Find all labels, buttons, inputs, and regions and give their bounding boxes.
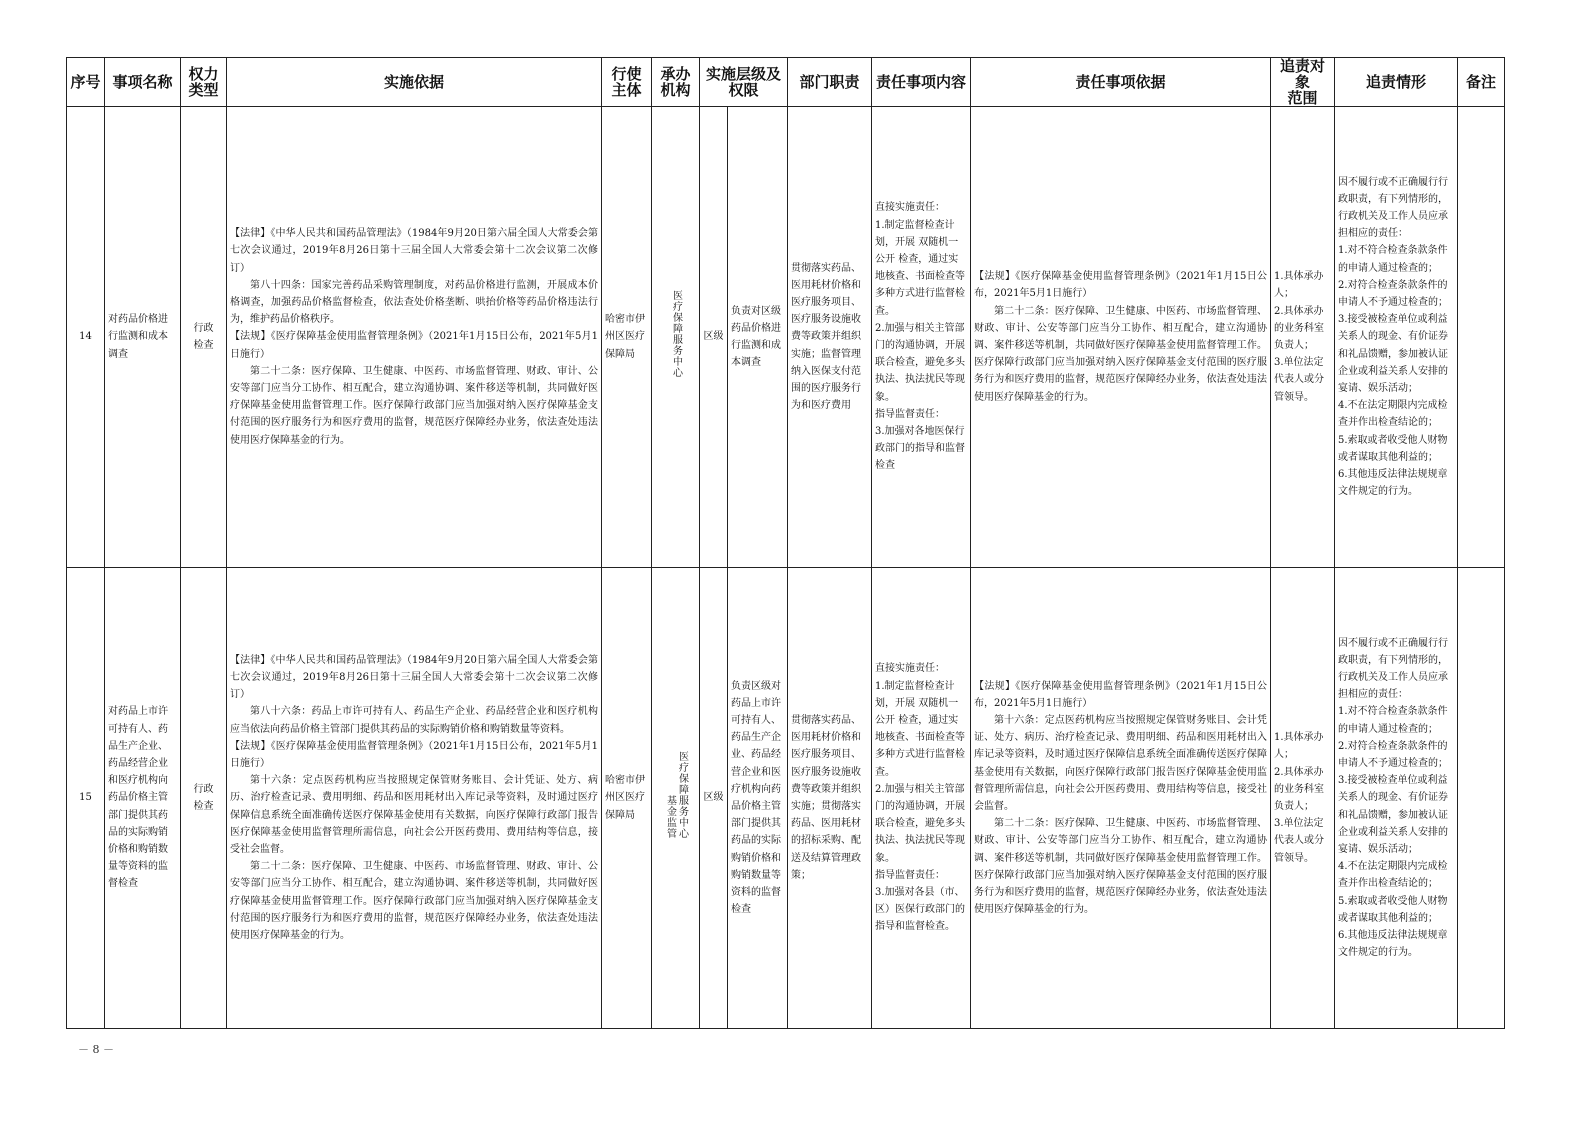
- header-resp-basis: 责任事项依据: [971, 58, 1271, 107]
- row-target: 1.具体承办人； 2.具体承办的业务科室负责人； 3.单位法定代表人或分管领导。: [1271, 568, 1335, 1029]
- table-row: [67, 568, 1505, 1029]
- row-duty: 贯彻落实药品、医用耗材价格和医疗服务项目、医疗服务设施收费等政策并组织实施；贯彻落实药品、医用耗材的招标采购、配送及结算管理政策；: [788, 568, 872, 1029]
- resp-basis-paragraph: 第二十二条：医疗保障、卫生健康、中医药、市场监督管理、财政、审计、公安等部门应当分工协作、相互配合，建立沟通协调、案件移送等机制，共同做好医疗保障基金使用监督管理工作。医疗保障行政部门应当加强对纳入医疗保障基金支付范围的医疗服务行为和医疗费用的监督，规范医疗保障经办业务，依法查处违法使用医疗保障基金的行为。: [974, 818, 1268, 916]
- row-note: [1458, 568, 1505, 1029]
- row-power-type: 行政 检查: [181, 107, 227, 568]
- row-resp-basis: [971, 107, 1271, 568]
- row-num: 15: [67, 568, 105, 1029]
- row-basis: [227, 107, 602, 568]
- row-level: 区级: [700, 107, 728, 568]
- header-org: 承办 机构: [652, 58, 700, 107]
- row-note: [1458, 107, 1505, 568]
- basis-paragraph: 【法律】《中华人民共和国药品管理法》（1984年9月20日第六届全国人大常委会第七次会议通过，2019年8月26日第十三届全国人大常委会第十二次会议第二次修订）: [230, 228, 598, 274]
- row-power-type: 行政 检查: [181, 568, 227, 1029]
- row-duty: 贯彻落实药品、医用耗材价格和医疗服务项目、医疗服务设施收费等政策并组织实施；监督管理纳入医保支付范围的医疗服务行为和医疗费用: [788, 107, 872, 568]
- basis-paragraph: 第八十四条：国家完善药品采购管理制度，对药品价格进行监测，开展成本价格调查，加强药品价格监督检查，依法查处价格垄断、哄抬价格等药品价格违法行为，维护药品价格秩序。: [230, 279, 598, 326]
- row-basis: [227, 568, 602, 1029]
- row-content: 直接实施责任： 1.制定监督检查计划，开展 双随机一公开 检查，通过实地核查、书面检查等多种方式进行监督检查。 2.加强与相关主管部门的沟通协调，开展联合检查，避免多头执法、执法扰民等现象。 指导监督责任： 3.加强对各县（市、区）医保行政部门的指导和监督检查。: [872, 568, 971, 1029]
- row-subject: 哈密市伊州区医疗保障局: [602, 107, 652, 568]
- header-note: 备注: [1458, 58, 1505, 107]
- basis-paragraph: 第二十二条：医疗保障、卫生健康、中医药、市场监督管理、财政、审计、公安等部门应当分工协作、相互配合，建立沟通协调、案件移送等机制，共同做好医疗保障基金使用监督管理工作。医疗保障行政部门应当加强对纳入医疗保障基金支付范围的医疗服务行为和医疗费用的监督，规范医疗保障经办业务，依法查处违法使用医疗保障基金的行为。: [230, 365, 598, 446]
- row-content: 直接实施责任： 1.制定监督检查计划，开展 双随机一公开 检查，通过实地核查、书面检查等多种方式进行监督检查。 2.加强与相关主管部门的沟通协调，开展联合检查，避免多头执法、执法扰民等现象。 指导监督责任： 3.加强对各地医保行政部门的指导和监督检查: [872, 107, 971, 568]
- row-level: 区级: [700, 568, 728, 1029]
- header-num: 序号: [67, 58, 105, 107]
- resp-basis-paragraph: 【法规】《医疗保障基金使用监督管理条例》（2021年1月15日公布，2021年5月1日施行）: [974, 271, 1268, 300]
- row-authority: 负责区级对药品上市许可持有人、药品生产企业、药品经营企业和医疗机构向药品价格主管部门提供其药品的实际购销价格和购销数量等资料的监督检查: [728, 568, 788, 1029]
- basis-paragraph: 第十六条：定点医药机构应当按照规定保管财务账目、会计凭证、处方、病历、治疗检查记录、费用明细、药品和医用耗材出入库记录等资料，及时通过医疗保障信息系统全面准确传送医疗保障基金使用有关数据，向医疗保障行政部门报告医疗保障基金使用监督管理所需信息，向社会公开医药费用、费用结构等信息，接受社会监督。: [230, 775, 598, 855]
- org-part-a: 基金监管: [664, 794, 676, 839]
- row-resp-basis: [971, 568, 1271, 1029]
- row-org: 医疗保障服务中心: [652, 107, 700, 568]
- row-situation: 因不履行或不正确履行行政职责，有下列情形的，行政机关及工作人员应承担相应的责任： 1.对不符合检查条款条件的申请人通过检查的； 2.对符合检查条款条件的申请人不予通过检查的； 3.接受被检查单位或利益关系人的现金、有价证券和礼品馈赠，参加被认证企业或利益关系人安排的宴请、娱乐活动； 4.不在法定期限内完成检查并作出检查结论的； 5.索取或者收受他人财物或者谋取其他利益的； 6.其他违反法律法规规章文件规定的行为。: [1335, 568, 1458, 1029]
- row-num: 14: [67, 107, 105, 568]
- resp-basis-paragraph: 【法规】《医疗保障基金使用监督管理条例》（2021年1月15日公布，2021年5月1日施行）: [974, 680, 1268, 709]
- row-item-name: 对药品价格进行监测和成本调查: [105, 107, 181, 568]
- row-target: 1.具体承办人； 2.具体承办的业务科室负责人； 3.单位法定代表人或分管领导。: [1271, 107, 1335, 568]
- row-subject: 哈密市伊州区医疗保障局: [602, 568, 652, 1029]
- header-duty: 部门职责: [788, 58, 872, 107]
- header-level: 实施层级及 权限: [700, 58, 788, 107]
- basis-paragraph: 【法规】《医疗保障基金使用监督管理条例》（2021年1月15日公布，2021年5月1日施行）: [230, 331, 598, 360]
- responsibility-table: [66, 57, 1505, 1029]
- header-basis: 实施依据: [227, 58, 602, 107]
- row-item-name: 对药品上市许可持有人、药品生产企业、药品经营企业和医疗机构向药品价格主管部门提供其药品的实际购销价格和购销数量等资料的监督检查: [105, 568, 181, 1029]
- page-number: － 8 －: [78, 1043, 114, 1056]
- header-content: 责任事项内容: [872, 58, 971, 107]
- header-target: 追责对象 范围: [1271, 58, 1335, 107]
- header-situation: 追责情形: [1335, 58, 1458, 107]
- header-type: 权力 类型: [181, 58, 227, 107]
- resp-basis-paragraph: 第十六条：定点医药机构应当按照规定保管财务账目、会计凭证、处方、病历、治疗检查记录、费用明细、药品和医用耗材出入库记录等资料，及时通过医疗保障信息系统全面准确传送医疗保障基金使用有关数据，向医疗保障行政部门报告医疗保障基金使用监督管理所需信息，向社会公开医药费用、费用结构等信息，接受社会监督。: [974, 714, 1268, 812]
- row-situation: 因不履行或不正确履行行政职责，有下列情形的，行政机关及工作人员应承担相应的责任： 1.对不符合检查条款条件的申请人通过检查的； 2.对符合检查条款条件的申请人不予通过检查的； 3.接受被检查单位或利益关系人的现金、有价证券和礼品馈赠，参加被认证企业或利益关系人安排的宴请、娱乐活动； 4.不在法定期限内完成检查并作出检查结论的； 5.索取或者收受他人财物或者谋取其他利益的； 6.其他违反法律法规规章文件规定的行为。: [1335, 107, 1458, 568]
- org-part-b: 医疗保障服务中心: [676, 750, 688, 839]
- resp-basis-paragraph: 第二十二条：医疗保障、卫生健康、中医药、市场监督管理、财政、审计、公安等部门应当分工协作、相互配合，建立沟通协调、案件移送等机制，共同做好医疗保障基金使用监督管理工作。医疗保障行政部门应当加强对纳入医疗保障基金支付范围的医疗服务行为和医疗费用的监督，规范医疗保障经办业务，依法查处违法使用医疗保障基金的行为。: [974, 305, 1268, 403]
- header-name: 事项名称: [105, 58, 181, 107]
- table-row: [67, 107, 1505, 568]
- basis-paragraph: 【法律】《中华人民共和国药品管理法》（1984年9月20日第六届全国人大常委会第七次会议通过，2019年8月26日第十三届全国人大常委会第十二次会议第二次修订）: [230, 654, 598, 701]
- header-row: [67, 58, 1505, 107]
- row-authority: 负责对区级药品价格进行监测和成本调查: [728, 107, 788, 568]
- row-org: [652, 568, 700, 1029]
- header-subject: 行使 主体: [602, 58, 652, 107]
- basis-paragraph: 【法规】《医疗保障基金使用监督管理条例》（2021年1月15日公布，2021年5月1日施行）: [230, 740, 598, 769]
- basis-paragraph: 第八十六条：药品上市许可持有人、药品生产企业、药品经营企业和医疗机构应当依法向药品价格主管部门提供其药品的实际购销价格和购销数量等资料。: [230, 706, 598, 735]
- basis-paragraph: 第二十二条：医疗保障、卫生健康、中医药、市场监督管理、财政、审计、公安等部门应当分工协作、相互配合，建立沟通协调、案件移送等机制，共同做好医疗保障基金使用监督管理工作。医疗保障行政部门应当加强对纳入医疗保障基金支付范围的医疗服务行为和医疗费用的监督，规范医疗保障经办业务，依法查处违法使用医疗保障基金的行为。: [230, 861, 598, 942]
